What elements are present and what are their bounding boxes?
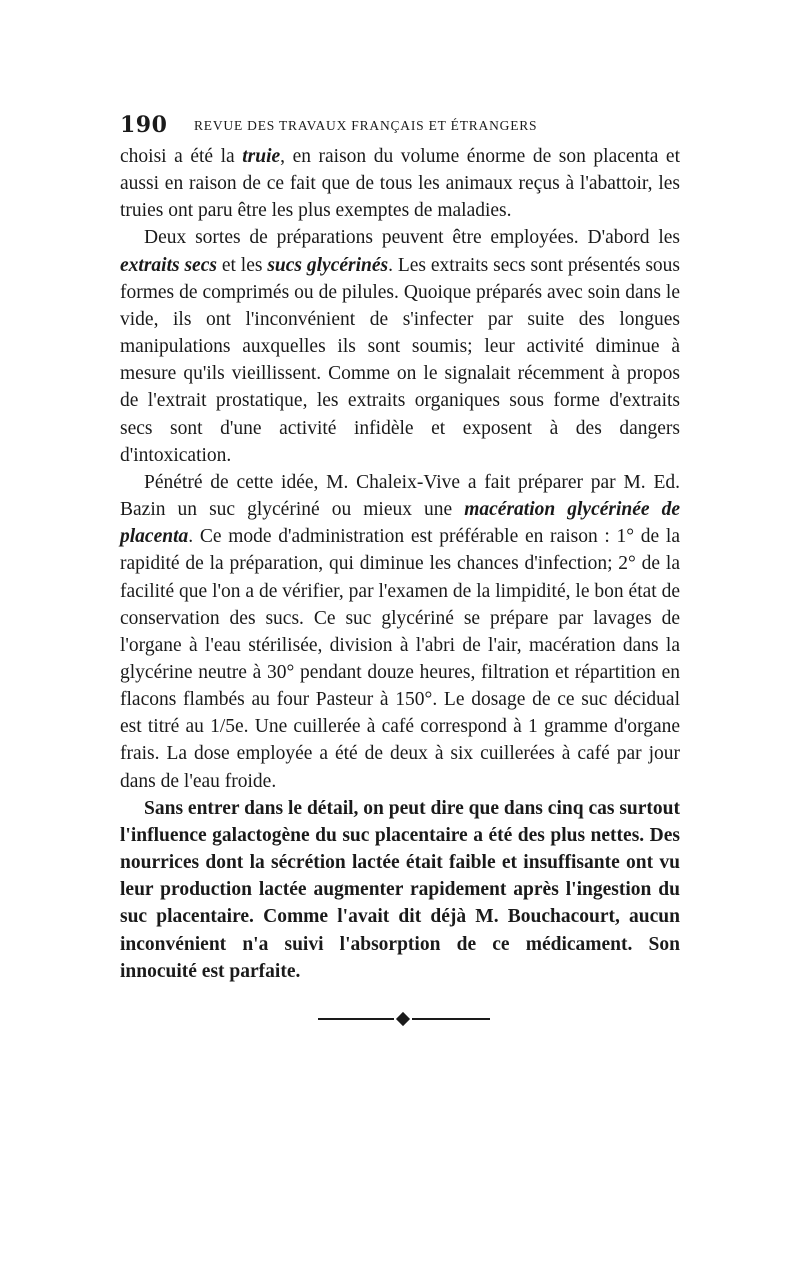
page-number: 190 [120, 112, 168, 138]
p3-text-1: Pénétré de cette idée, M. Chaleix-Vive a fait préparer par M. Ed. Bazin un suc glycériné ou mieux une [120, 471, 680, 521]
running-head: REVUE DES TRAVAUX FRANÇAIS ET ÉTRANGERS [194, 118, 538, 133]
ornament-rule-right [412, 1018, 490, 1020]
p2-text-3: . Les extraits secs sont présentés sous formes de comprimés ou de pilules. Quoique préparés avec soin dans le vide, ils ont l'inconvénient de s'infecter par suite des longues manipulations auxquelles ils sont soumis; leur activité diminue à mesure qu'ils vieillissent. Comme on le signalait récemment à propos de l'extrait prostatique, les extraits organiques sous forme d'extraits secs sont d'une activité infidèle et exposent à des dangers d'intoxication. [120, 254, 680, 466]
p1-text-1: choisi a été la [120, 146, 243, 167]
p2-emphasis-1: extraits secs [120, 254, 217, 276]
page-header [120, 112, 680, 142]
paragraph-1 [120, 143, 680, 224]
diamond-icon [396, 1012, 410, 1026]
article-body [120, 143, 680, 985]
p1-emphasis-1: truie [242, 146, 281, 167]
p1-text-2: , en raison du volume énorme de son placenta et aussi en raison de ce fait que de tous les animaux reçus à l'abattoir, les truies ont paru être les plus exemptes de maladies. [120, 146, 680, 222]
p2-text-2: et les [216, 254, 268, 276]
paragraph-2 [120, 224, 680, 468]
paragraph-4 [120, 795, 680, 985]
p3-text-2: . Ce mode d'administration est préférable en raison : 1° de la rapidité de la préparation, qui diminue les chances d'infection; 2° de la facilité que l'on a de vérifier, par l'examen de la limpidité, le bon état de conservation des sucs. Ce suc glycériné se prépare par lavages de l'organe à l'eau stérilisée, division à l'abri de l'air, macération dans la glycérine neutre à 30° pendant douze heures, filtration et répartition en flacons flambés au four Pasteur à 150°. Le dosage de ce suc décidual est titré au 1/5e. Une cuillerée à café correspond à 1 gramme d'organe frais. La dose employée a été de deux à six cuillerées à café par jour dans de l'eau froide. [120, 526, 680, 792]
p4-text-1: Sans entrer dans le détail, on peut dire que dans cinq cas surtout l'influence galactogène du suc placentaire a été des plus nettes. Des nourrices dont la sécrétion lactée était faible et insuffisante ont vu leur production lactée augmenter rapidement après l'ingestion du suc placentaire. Comme l'avait dit déjà M. Bouchacourt, aucun inconvénient n'a suivi l'absorption de ce médicament. Son innocuité est parfaite. [120, 797, 680, 982]
paragraph-3 [120, 469, 680, 795]
end-ornament [318, 1012, 490, 1026]
p3-emphasis-1: macération glycérinée de placenta [120, 499, 680, 548]
ornament-rule-left [318, 1018, 394, 1020]
p2-emphasis-2: sucs glycérinés [267, 254, 389, 276]
p2-text-1: Deux sortes de préparations peuvent être employées. D'abord les [144, 227, 680, 249]
